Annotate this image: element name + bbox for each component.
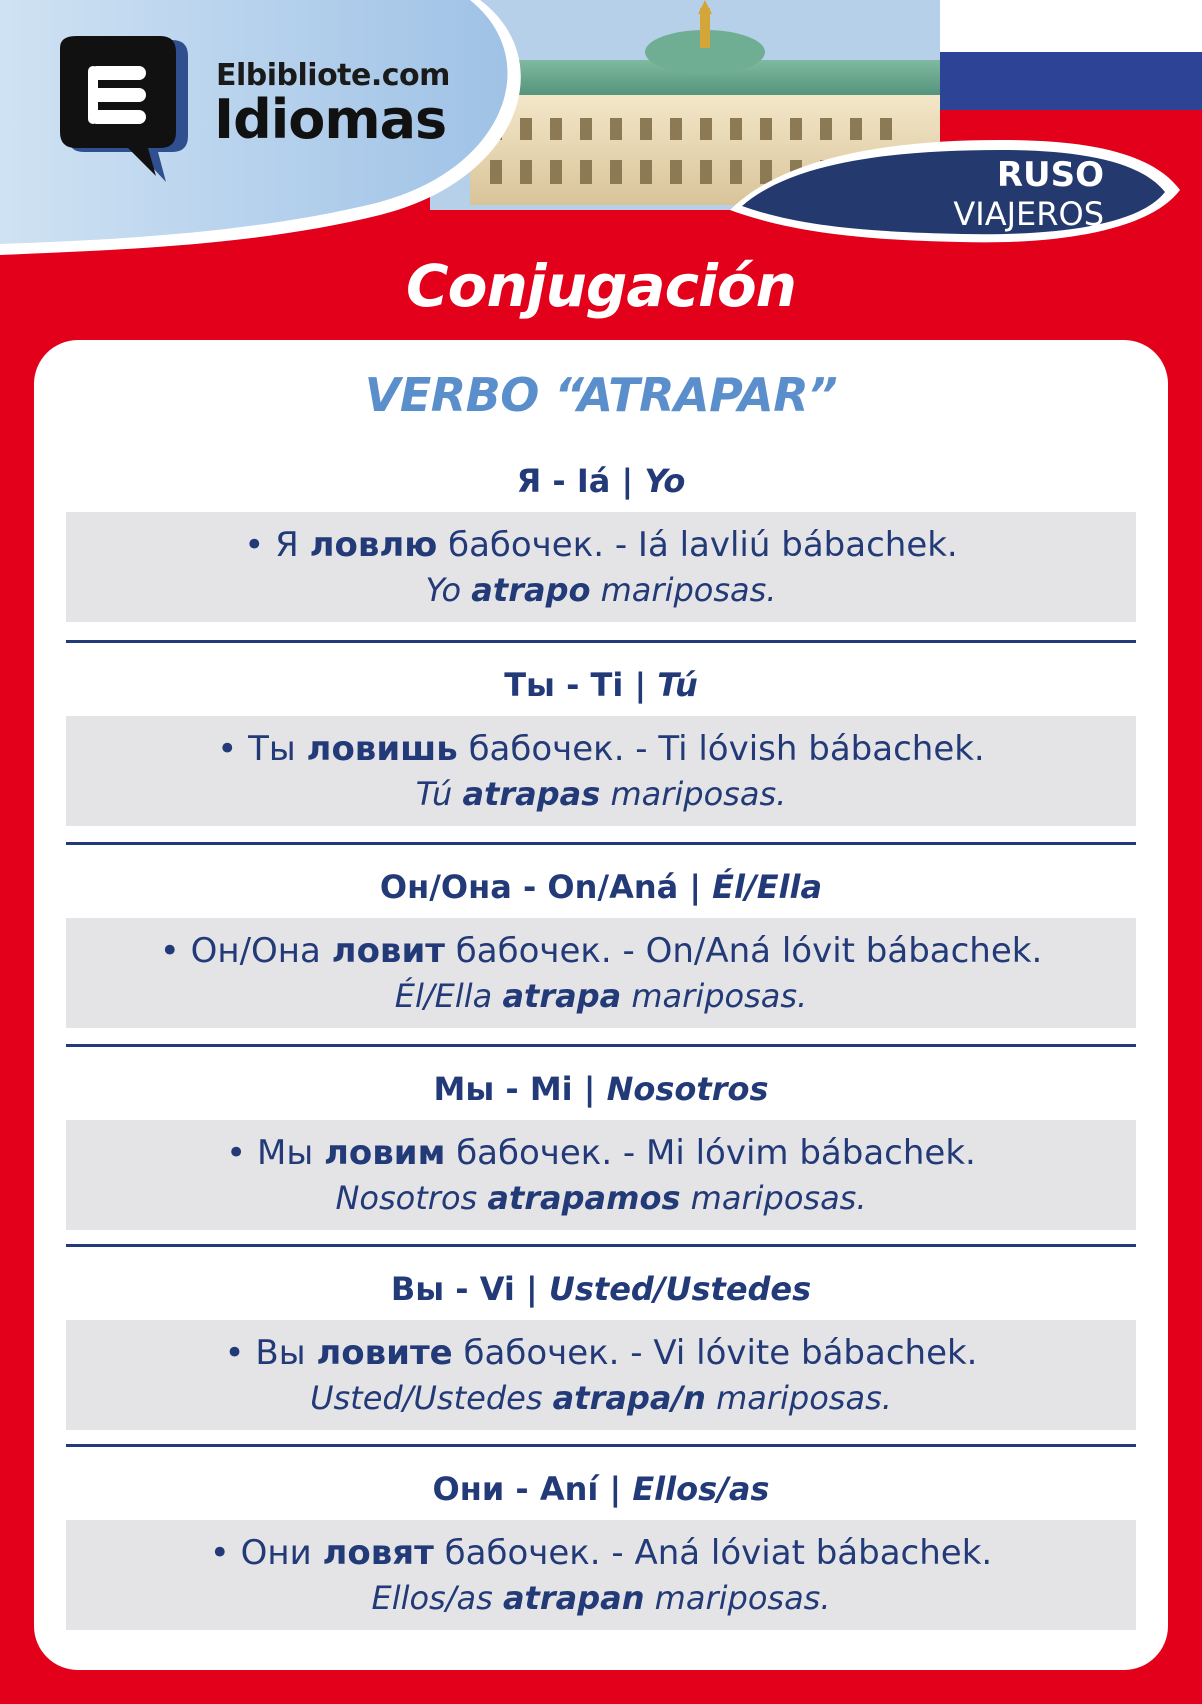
pronoun-es: Tú [657, 666, 698, 704]
es-subject: Él/Ella [394, 977, 493, 1015]
pronoun-ru: Они - Aní | [432, 1470, 622, 1508]
example-russian [66, 1320, 1136, 1376]
ru-subject: • Мы [226, 1133, 314, 1173]
example-spanish [66, 1376, 1136, 1420]
pronoun-ru: Ты - Ti | [504, 666, 647, 704]
es-subject: Usted/Ustedes [310, 1379, 543, 1417]
example-spanish [66, 772, 1136, 816]
pronoun-es: Nosotros [606, 1070, 769, 1108]
pronoun-heading [66, 450, 1136, 512]
example-spanish [66, 974, 1136, 1018]
language-badge [953, 155, 1104, 233]
ru-verb: ловите [316, 1333, 453, 1373]
ru-verb: ловишь [306, 729, 458, 769]
ru-subject: • Ты [217, 729, 296, 769]
ru-verb: ловят [322, 1533, 434, 1573]
example-box [66, 1520, 1136, 1630]
pronoun-heading [66, 856, 1136, 918]
pronoun-es: Ellos/as [632, 1470, 770, 1508]
example-russian [66, 1520, 1136, 1576]
es-subject: Nosotros [335, 1179, 478, 1217]
pronoun-heading [66, 1058, 1136, 1120]
es-subject: Tú [415, 775, 453, 813]
page-title: Conjugación [406, 252, 796, 320]
es-verb: atrapa [502, 977, 622, 1015]
pronoun-ru: Мы - Mi | [433, 1070, 596, 1108]
section-divider [66, 640, 1136, 643]
conjugation-section-yo [66, 450, 1136, 622]
ru-rest: бабочек. - Ti lóvish bábachek. [468, 729, 985, 769]
example-spanish [66, 1576, 1136, 1620]
book-chat-logo-icon [48, 36, 198, 186]
example-box [66, 716, 1136, 826]
product-name: Idiomas [214, 88, 447, 151]
section-divider [66, 1244, 1136, 1247]
example-box [66, 1120, 1136, 1230]
verb-title: VERBO “ATRAPAR” [364, 368, 838, 422]
ru-rest: бабочек. - Mi lóvim bábachek. [456, 1133, 976, 1173]
example-russian [66, 716, 1136, 772]
ru-subject: • Они [209, 1533, 312, 1573]
example-russian [66, 918, 1136, 974]
ru-rest: бабочек. - Aná lóviat bábachek. [444, 1533, 993, 1573]
pronoun-heading [66, 1458, 1136, 1520]
es-rest: mariposas. [654, 1579, 831, 1617]
example-box [66, 1320, 1136, 1430]
conjugation-section-el-ella [66, 856, 1136, 1028]
example-russian [66, 1120, 1136, 1176]
pronoun-es: Yo [644, 462, 686, 500]
conjugation-section-ellos [66, 1458, 1136, 1630]
pronoun-ru: Вы - Vi | [390, 1270, 538, 1308]
es-rest: mariposas. [690, 1179, 867, 1217]
pronoun-heading [66, 1258, 1136, 1320]
conjugation-card [34, 340, 1168, 1670]
header-banner [0, 0, 1202, 280]
brand-logo[interactable] [48, 36, 468, 196]
es-rest: mariposas. [610, 775, 787, 813]
es-rest: mariposas. [600, 571, 777, 609]
es-subject: Yo [425, 571, 462, 609]
es-subject: Ellos/as [371, 1579, 493, 1617]
es-verb: atrapo [471, 571, 591, 609]
pronoun-heading [66, 654, 1136, 716]
pronoun-ru: Он/Она - On/Aná | [379, 868, 702, 906]
conjugation-section-tu [66, 654, 1136, 826]
ru-rest: бабочек. - Iá lavliú bábachek. [448, 525, 958, 565]
pronoun-es: Usted/Ustedes [548, 1270, 812, 1308]
es-verb: atrapan [502, 1579, 645, 1617]
pronoun-es: Él/Ella [712, 868, 823, 906]
ru-subject: • Он/Она [159, 931, 321, 971]
section-divider [66, 1444, 1136, 1447]
ru-rest: бабочек. - On/Aná lóvit bábachek. [455, 931, 1043, 971]
ru-verb: ловлю [309, 525, 438, 565]
ru-rest: бабочек. - Vi lóvite bábachek. [463, 1333, 978, 1373]
conjugation-section-usted [66, 1258, 1136, 1430]
section-divider [66, 842, 1136, 845]
es-rest: mariposas. [631, 977, 808, 1015]
pronoun-ru: Я - Iá | [516, 462, 634, 500]
site-name: Elbibliote.com [216, 58, 450, 93]
language-level: VIAJEROS [953, 195, 1104, 233]
example-spanish [66, 568, 1136, 612]
example-box [66, 512, 1136, 622]
ru-subject: • Вы [224, 1333, 306, 1373]
example-russian [66, 512, 1136, 568]
section-divider [66, 1044, 1136, 1047]
es-rest: mariposas. [716, 1379, 892, 1417]
es-verb: atrapas [462, 775, 601, 813]
es-verb: atrapa/n [552, 1379, 706, 1417]
conjugation-section-nosotros [66, 1058, 1136, 1230]
ru-verb: ловим [324, 1133, 446, 1173]
example-spanish [66, 1176, 1136, 1220]
example-box [66, 918, 1136, 1028]
ru-verb: ловит [331, 931, 445, 971]
language-name: RUSO [996, 155, 1104, 195]
ru-subject: • Я [244, 525, 299, 565]
es-verb: atrapamos [487, 1179, 681, 1217]
